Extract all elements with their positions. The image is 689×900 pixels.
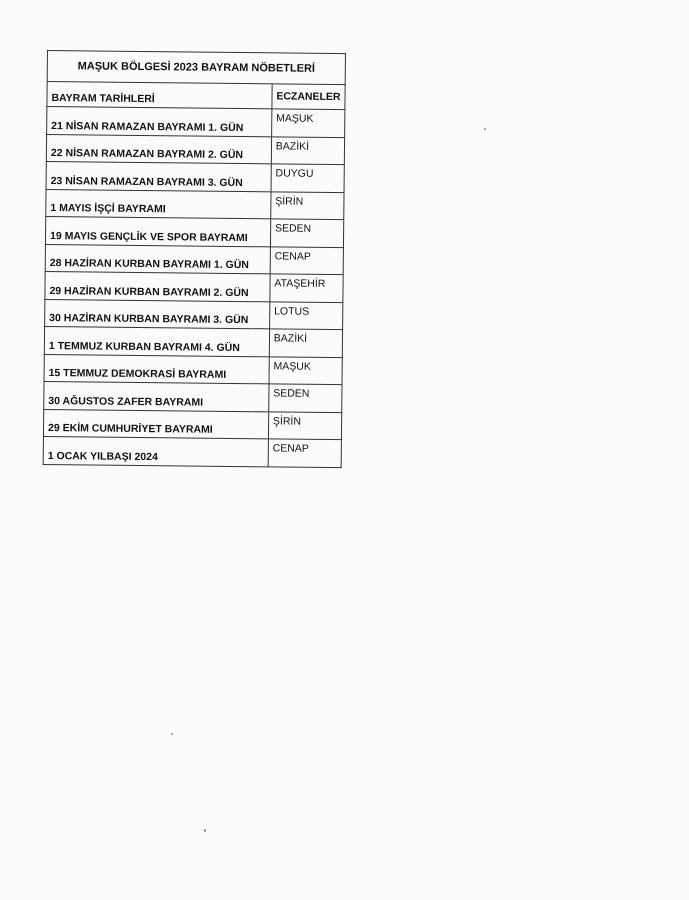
pharmacy-cell: MAŞUK (271, 109, 344, 137)
duty-schedule-table (43, 81, 346, 468)
pharmacy-cell: CENAP (270, 246, 343, 274)
scan-speck (484, 128, 486, 130)
table-row (46, 134, 344, 165)
table-row (43, 409, 341, 440)
table-row (44, 326, 342, 357)
holiday-date-cell: 1 OCAK YILBAŞI 2024 (43, 436, 268, 466)
table-row (46, 161, 344, 192)
holiday-date-cell: 23 NİSAN RAMAZAN BAYRAMI 3. GÜN (46, 161, 271, 191)
table-row (46, 189, 344, 220)
holiday-date-cell: 29 EKİM CUMHURİYET BAYRAMI (43, 409, 268, 439)
holiday-date-cell: 21 NİSAN RAMAZAN BAYRAMI 1. GÜN (47, 107, 272, 137)
pharmacy-cell: BAZİKİ (271, 136, 344, 164)
pharmacy-cell: ATAŞEHİR (270, 274, 343, 302)
pharmacy-cell: MAŞUK (269, 356, 342, 384)
holiday-date-cell: 19 MAYIS GENÇLİK VE SPOR BAYRAMI (45, 216, 270, 246)
pharmacy-cell: SEDEN (270, 219, 343, 247)
holiday-date-cell: 30 AĞUSTOS ZAFER BAYRAMI (44, 381, 269, 411)
pharmacy-cell: ŞİRİN (271, 191, 344, 219)
table-header-row (47, 82, 345, 110)
duty-schedule-document (43, 50, 346, 468)
table-row (45, 216, 343, 247)
table-row (47, 107, 345, 138)
table-row (45, 299, 343, 330)
pharmacy-cell: DUYGU (271, 164, 344, 192)
pharmacy-cell: ŞİRİN (268, 411, 341, 439)
table-row (44, 381, 342, 412)
holiday-date-cell: 29 HAZİRAN KURBAN BAYRAMI 2. GÜN (45, 271, 270, 301)
holiday-date-cell: 30 HAZİRAN KURBAN BAYRAMI 3. GÜN (45, 299, 270, 329)
scan-speck (171, 733, 173, 735)
table-row (43, 436, 341, 467)
holiday-date-cell: 15 TEMMUZ DEMOKRASİ BAYRAMI (44, 354, 269, 384)
pharmacy-cell: CENAP (268, 439, 341, 467)
pharmacy-cell: LOTUS (269, 301, 342, 329)
pharmacy-cell: SEDEN (269, 384, 342, 412)
holiday-date-cell: 22 NİSAN RAMAZAN BAYRAMI 2. GÜN (46, 134, 271, 164)
document-title: MAŞUK BÖLGESİ 2023 BAYRAM NÖBETLERİ (47, 50, 346, 84)
date-column-header: BAYRAM TARİHLERİ (47, 82, 272, 109)
table-row (45, 244, 343, 275)
pharmacy-column-header: ECZANELER (272, 84, 345, 110)
holiday-date-cell: 1 MAYIS İŞÇİ BAYRAMI (46, 189, 271, 219)
holiday-date-cell: 28 HAZİRAN KURBAN BAYRAMI 1. GÜN (45, 244, 270, 274)
holiday-date-cell: 1 TEMMUZ KURBAN BAYRAMI 4. GÜN (44, 326, 269, 356)
pharmacy-cell: BAZİKİ (269, 329, 342, 357)
table-row (45, 271, 343, 302)
table-row (44, 354, 342, 385)
scan-speck (204, 829, 206, 832)
